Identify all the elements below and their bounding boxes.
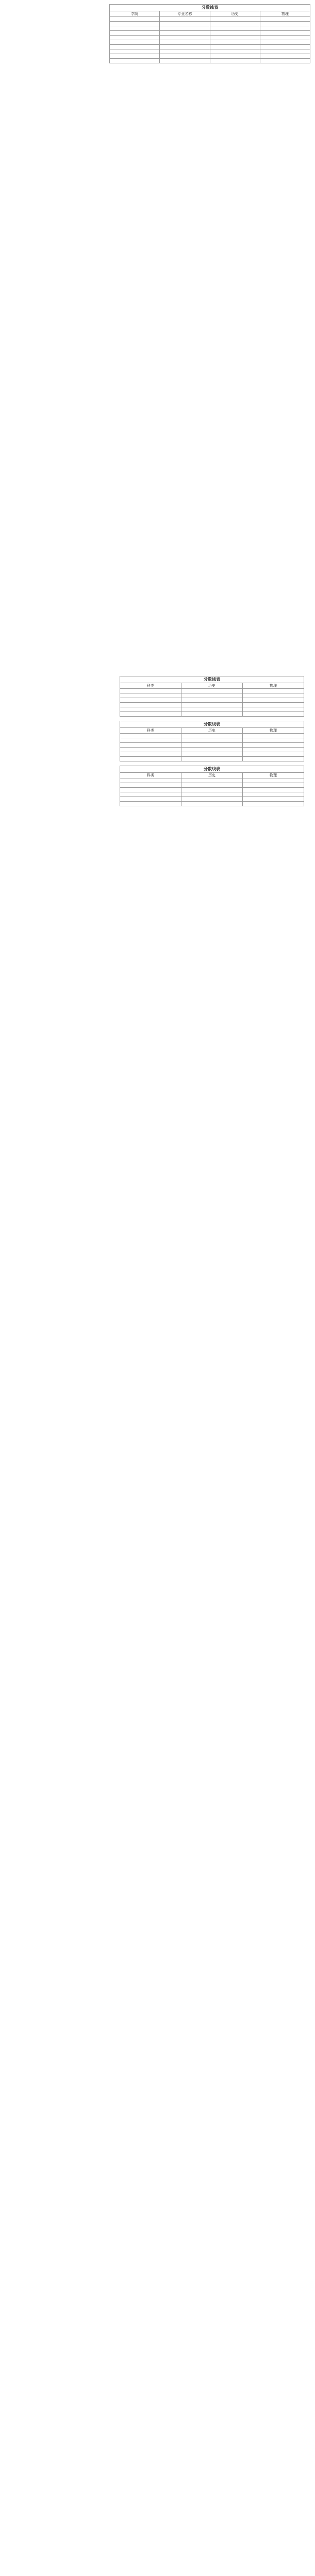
table-cell bbox=[160, 54, 210, 59]
section-title: 分数线表 bbox=[120, 676, 304, 683]
table-cell bbox=[210, 22, 260, 26]
table-cell bbox=[243, 707, 304, 712]
table-cell bbox=[243, 738, 304, 743]
table-cell bbox=[120, 734, 181, 738]
main-body bbox=[110, 17, 310, 63]
table-cell bbox=[181, 743, 243, 748]
table-row bbox=[120, 712, 304, 717]
table-cell bbox=[260, 59, 310, 63]
table-cell bbox=[243, 788, 304, 792]
table-cell bbox=[160, 36, 210, 40]
table-cell bbox=[160, 49, 210, 54]
table-cell bbox=[120, 698, 181, 703]
table-cell bbox=[181, 703, 243, 707]
table-cell bbox=[110, 31, 160, 36]
section-title: 分数线表 bbox=[120, 721, 304, 728]
table-row bbox=[120, 738, 304, 743]
header-history: 历史 bbox=[210, 11, 260, 17]
section-header: 物理 bbox=[243, 773, 304, 778]
table-cell bbox=[181, 792, 243, 797]
table-row bbox=[110, 31, 310, 36]
table-cell bbox=[120, 778, 181, 783]
table-cell bbox=[120, 792, 181, 797]
table-cell bbox=[260, 36, 310, 40]
table-cell bbox=[181, 707, 243, 712]
table-row bbox=[120, 698, 304, 703]
table-cell bbox=[243, 802, 304, 806]
table-cell bbox=[260, 49, 310, 54]
table-cell bbox=[243, 778, 304, 783]
sections bbox=[120, 676, 304, 810]
table-cell bbox=[120, 797, 181, 802]
table-row bbox=[110, 45, 310, 49]
section-table bbox=[120, 766, 304, 806]
table-row bbox=[120, 707, 304, 712]
table-cell bbox=[120, 788, 181, 792]
section-header: 历史 bbox=[181, 773, 243, 778]
table-cell bbox=[210, 17, 260, 22]
table-cell bbox=[110, 17, 160, 22]
table-cell bbox=[260, 22, 310, 26]
header-physics: 物理 bbox=[260, 11, 310, 17]
table-row bbox=[110, 49, 310, 54]
table-cell bbox=[120, 712, 181, 717]
table-cell bbox=[120, 738, 181, 743]
table-row bbox=[110, 36, 310, 40]
table-cell bbox=[160, 17, 210, 22]
table-row bbox=[120, 693, 304, 698]
table-row bbox=[120, 783, 304, 788]
table-cell bbox=[181, 783, 243, 788]
table-row bbox=[120, 748, 304, 752]
table-row bbox=[110, 17, 310, 22]
table-cell bbox=[120, 707, 181, 712]
table-cell bbox=[120, 752, 181, 757]
table-row bbox=[120, 778, 304, 783]
table-cell bbox=[243, 698, 304, 703]
table-cell bbox=[210, 31, 260, 36]
table-cell bbox=[260, 17, 310, 22]
table-cell bbox=[260, 40, 310, 45]
table-cell bbox=[243, 797, 304, 802]
table-cell bbox=[120, 802, 181, 806]
table-row bbox=[120, 757, 304, 761]
table-cell bbox=[181, 712, 243, 717]
section-table bbox=[120, 676, 304, 717]
table-cell bbox=[260, 26, 310, 31]
table-cell bbox=[210, 26, 260, 31]
table-cell bbox=[110, 54, 160, 59]
table-cell bbox=[160, 31, 210, 36]
table-cell bbox=[181, 797, 243, 802]
table-cell bbox=[210, 36, 260, 40]
section-header: 科类 bbox=[120, 773, 181, 778]
main-title: 分数线表 bbox=[110, 5, 310, 11]
section-table bbox=[120, 721, 304, 761]
table-cell bbox=[260, 31, 310, 36]
table-cell bbox=[210, 40, 260, 45]
section-header: 科类 bbox=[120, 683, 181, 689]
section-gap bbox=[120, 761, 304, 766]
table-cell bbox=[160, 59, 210, 63]
table-cell bbox=[210, 59, 260, 63]
table-cell bbox=[160, 40, 210, 45]
table-cell bbox=[243, 712, 304, 717]
table-cell bbox=[160, 45, 210, 49]
section-header: 科类 bbox=[120, 728, 181, 734]
section-gap bbox=[120, 717, 304, 721]
section-title: 分数线表 bbox=[120, 766, 304, 773]
table-cell bbox=[260, 45, 310, 49]
header-college: 学院 bbox=[110, 11, 160, 17]
table-cell bbox=[120, 689, 181, 693]
table-cell bbox=[160, 22, 210, 26]
table-row bbox=[120, 689, 304, 693]
table-row bbox=[120, 802, 304, 806]
table-cell bbox=[181, 698, 243, 703]
table-cell bbox=[243, 752, 304, 757]
table-cell bbox=[110, 36, 160, 40]
table-cell bbox=[181, 788, 243, 792]
section-header: 物理 bbox=[243, 683, 304, 689]
table-cell bbox=[120, 748, 181, 752]
table-row bbox=[110, 26, 310, 31]
table-cell bbox=[181, 738, 243, 743]
table-cell bbox=[181, 689, 243, 693]
table-cell bbox=[120, 693, 181, 698]
table-cell bbox=[110, 22, 160, 26]
table-cell bbox=[243, 783, 304, 788]
section-header: 历史 bbox=[181, 683, 243, 689]
main-table-wrap bbox=[109, 4, 310, 63]
table-row bbox=[120, 797, 304, 802]
table-cell bbox=[243, 703, 304, 707]
table-row bbox=[110, 54, 310, 59]
table-cell bbox=[243, 757, 304, 761]
table-cell bbox=[243, 748, 304, 752]
table-cell bbox=[210, 54, 260, 59]
main-table bbox=[109, 4, 310, 63]
section-header: 物理 bbox=[243, 728, 304, 734]
table-row bbox=[120, 792, 304, 797]
table-cell bbox=[243, 689, 304, 693]
table-cell bbox=[181, 734, 243, 738]
table-cell bbox=[260, 54, 310, 59]
table-row bbox=[120, 788, 304, 792]
table-row bbox=[110, 22, 310, 26]
table-row bbox=[120, 752, 304, 757]
table-cell bbox=[181, 778, 243, 783]
table-cell bbox=[120, 703, 181, 707]
table-row bbox=[120, 703, 304, 707]
table-cell bbox=[181, 802, 243, 806]
table-cell bbox=[110, 45, 160, 49]
table-cell bbox=[120, 757, 181, 761]
table-cell bbox=[181, 752, 243, 757]
table-row bbox=[120, 743, 304, 748]
table-cell bbox=[243, 743, 304, 748]
table-cell bbox=[243, 693, 304, 698]
header-major: 专业名称 bbox=[160, 11, 210, 17]
table-cell bbox=[243, 792, 304, 797]
table-cell bbox=[181, 757, 243, 761]
section-header: 历史 bbox=[181, 728, 243, 734]
table-row bbox=[110, 59, 310, 63]
table-cell bbox=[110, 59, 160, 63]
table-cell bbox=[210, 49, 260, 54]
table-cell bbox=[110, 49, 160, 54]
table-cell bbox=[120, 743, 181, 748]
table-row bbox=[110, 40, 310, 45]
table-cell bbox=[181, 693, 243, 698]
table-cell bbox=[110, 40, 160, 45]
table-cell bbox=[160, 26, 210, 31]
table-cell bbox=[210, 45, 260, 49]
table-cell bbox=[243, 734, 304, 738]
table-row bbox=[120, 734, 304, 738]
table-cell bbox=[181, 748, 243, 752]
table-cell bbox=[110, 26, 160, 31]
section-gap bbox=[120, 806, 304, 810]
table-cell bbox=[120, 783, 181, 788]
